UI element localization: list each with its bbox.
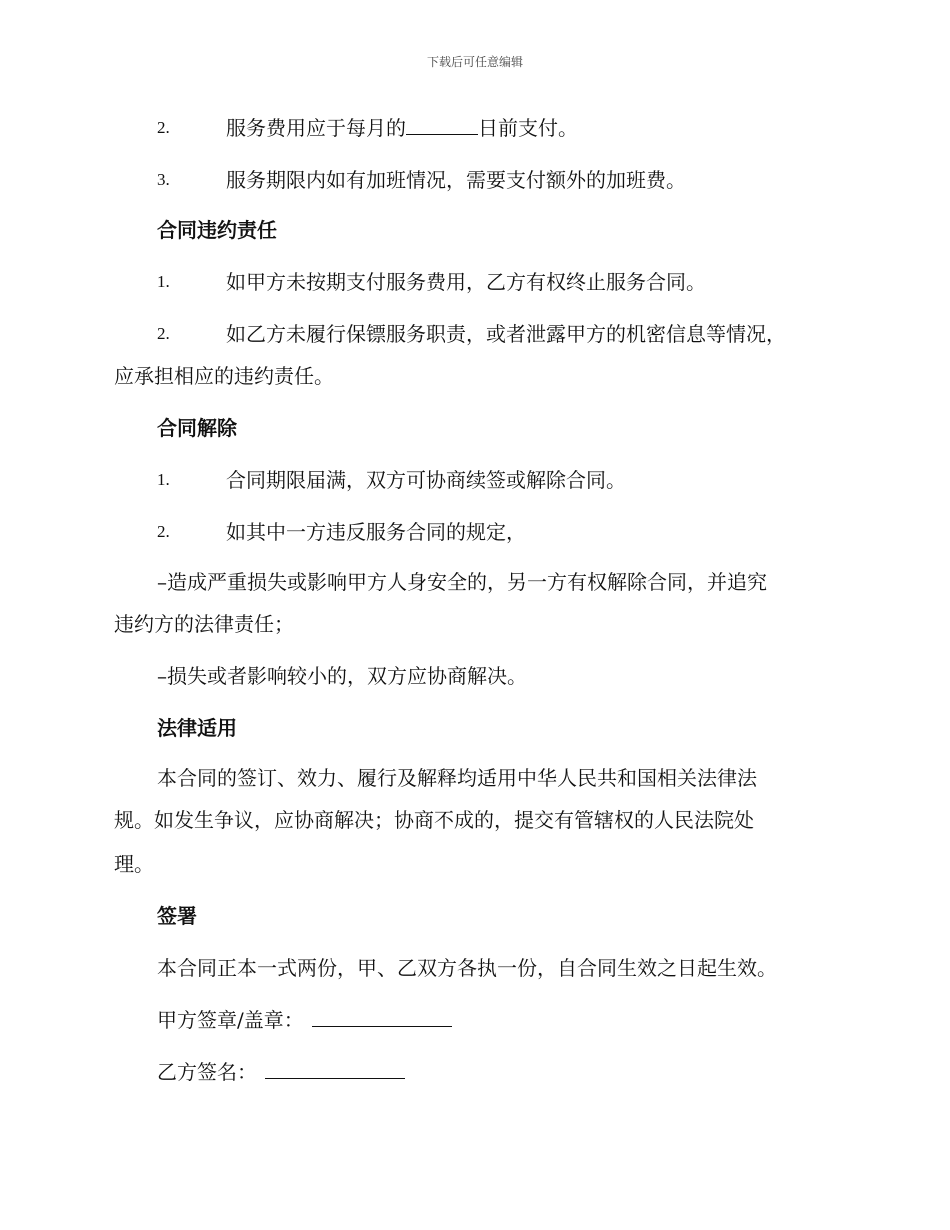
page-header-note: 下载后可任意编辑 <box>426 55 523 69</box>
termination-sub1-line2: 违约方的法律责任； <box>114 612 294 636</box>
breach-item2-continuation: 应承担相应的违约责任。 <box>114 364 334 388</box>
breach-item2-number: 2. <box>157 324 170 343</box>
payment-day-blank <box>406 114 478 135</box>
party-b-signature-line <box>265 1058 405 1079</box>
payment-item2-text <box>226 114 578 142</box>
termination-item1-text: 合同期限届满，双方可协商续签或解除合同。 <box>226 468 626 492</box>
termination-item2-text: 如其中一方违反服务合同的规定， <box>226 520 526 544</box>
breach-item1-number: 1. <box>157 272 170 291</box>
party-a-signature-line <box>312 1006 452 1027</box>
termination-heading: 合同解除 <box>157 416 237 440</box>
party-b-label: 乙方签名： <box>157 1060 257 1084</box>
breach-item1-text: 如甲方未按期支付服务费用，乙方有权终止服务合同。 <box>226 270 706 294</box>
law-heading: 法律适用 <box>157 716 237 740</box>
party-a-label: 甲方签章/盖章： <box>157 1008 304 1032</box>
signature-heading: 签署 <box>157 904 197 928</box>
party-a-signature-row <box>157 1006 452 1034</box>
termination-item2-number: 2. <box>157 522 170 541</box>
payment-item2-after: 日前支付。 <box>478 116 578 140</box>
breach-heading: 合同违约责任 <box>157 218 277 242</box>
payment-item3-text: 服务期限内如有加班情况，需要支付额外的加班费。 <box>226 168 686 192</box>
law-line3: 理。 <box>114 852 154 876</box>
law-line2: 规。如发生争议，应协商解决；协商不成的，提交有管辖权的人民法院处 <box>114 808 754 832</box>
law-line1: 本合同的签订、效力、履行及解释均适用中华人民共和国相关法律法 <box>157 766 757 790</box>
payment-item3-number: 3. <box>157 170 170 189</box>
termination-sub1-line1: –造成严重损失或影响甲方人身安全的，另一方有权解除合同，并追究 <box>157 570 767 594</box>
termination-sub2: –损失或者影响较小的，双方应协商解决。 <box>157 664 527 688</box>
breach-item2-text: 如乙方未履行保镖服务职责，或者泄露甲方的机密信息等情况， <box>226 322 786 346</box>
payment-item2-before: 服务费用应于每月的 <box>226 116 406 140</box>
termination-item1-number: 1. <box>157 470 170 489</box>
party-b-signature-row <box>157 1058 405 1086</box>
signature-text: 本合同正本一式两份，甲、乙双方各执一份，自合同生效之日起生效。 <box>157 956 777 980</box>
payment-item2-number: 2. <box>157 118 170 137</box>
